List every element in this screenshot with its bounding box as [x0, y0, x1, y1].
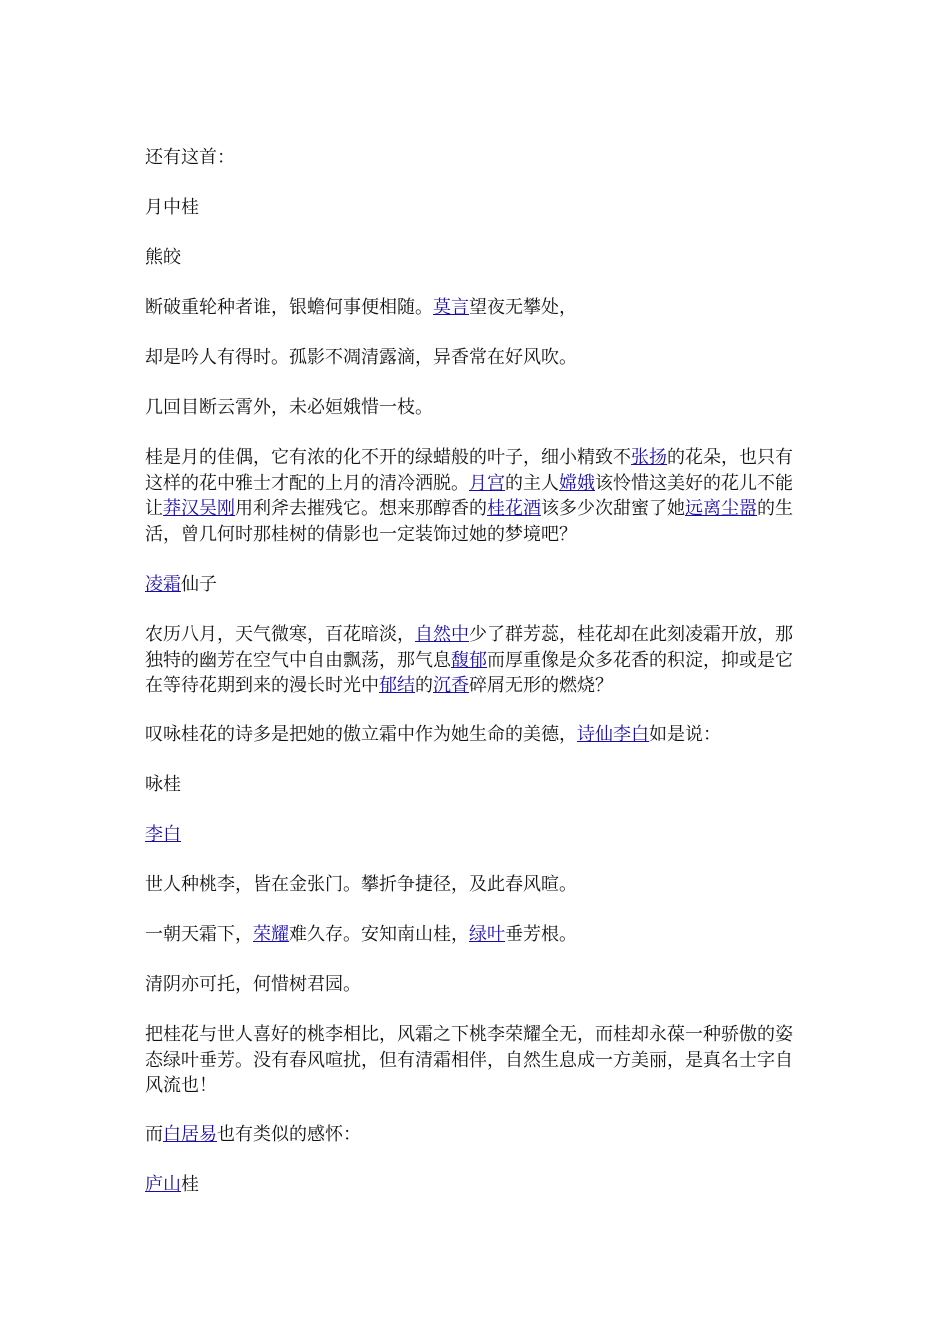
text-run: 该怜惜这美好的花儿不能让: [145, 472, 793, 519]
inline-link[interactable]: 远离尘嚣: [685, 498, 757, 519]
paragraph: [145, 445, 810, 547]
text-run: 的花朵，也只有这样的花中雅士才配的上月的清冷洒脱。: [145, 447, 793, 494]
paragraph: [145, 345, 810, 371]
text-run: 的生活，曾几何时那桂树的倩影也一定装饰过她的梦境吧？: [145, 498, 793, 545]
text-run: 还有这首：: [145, 147, 235, 168]
paragraph: [145, 395, 810, 421]
inline-link[interactable]: 桂花酒: [487, 498, 541, 519]
text-run: 少了群芳蕊，桂花却在此刻凌霜开放，那独特的幽芳在空气中自由飘荡，那气息: [145, 624, 793, 671]
paragraph: [145, 572, 810, 598]
text-run: 而: [145, 1124, 163, 1145]
text-run: 的主人: [505, 472, 559, 494]
inline-link[interactable]: 荣耀: [253, 924, 289, 945]
paragraph: [145, 245, 810, 271]
text-run: 桂是月的佳偶，它有浓的化不开的绿蜡般的叶子，细小精致不: [145, 447, 631, 468]
paragraph: [145, 622, 810, 699]
text-run: 世人种桃李，皆在金张门。攀折争捷径，及此春风暄。: [145, 874, 577, 895]
text-run: 如是说：: [649, 724, 721, 745]
text-run: 也有类似的感怀：: [217, 1124, 361, 1145]
inline-link[interactable]: 凌霜: [145, 574, 181, 595]
text-run: 该多少次甜蜜了她: [541, 498, 685, 519]
inline-link[interactable]: 李白: [145, 824, 181, 845]
paragraph: [145, 822, 810, 848]
inline-link[interactable]: 诗仙李白: [577, 724, 649, 745]
paragraph: [145, 145, 810, 171]
text-run: 咏桂: [145, 774, 181, 795]
text-run: 用利斧去摧残它。想来那醇香的: [235, 498, 487, 519]
text-run: 却是吟人有得时。孤影不凋清露滴，异香常在好风吹。: [145, 347, 577, 368]
inline-link[interactable]: 白居易: [163, 1124, 217, 1145]
text-run: 难久存。安知南山桂，: [289, 924, 469, 945]
text-run: 碎屑无形的燃烧？: [469, 675, 613, 696]
inline-link[interactable]: 绿叶: [469, 924, 505, 945]
inline-link[interactable]: 自然中: [415, 624, 469, 645]
text-run: 的: [415, 675, 433, 696]
paragraph: [145, 1122, 810, 1148]
paragraph: [145, 295, 810, 321]
text-run: 望夜无攀处，: [469, 297, 577, 318]
inline-link[interactable]: 莽汉吴刚: [163, 498, 235, 519]
text-run: 把桂花与世人喜好的桃李相比，风霜之下桃李荣耀全无，而桂却永葆一种骄傲的姿态绿叶垂芳。没有春风喧扰，但有清霜相伴，自然生息成一方美丽，是真名士字自风流也！: [145, 1024, 793, 1096]
text-run: 农历八月，天气微寒，百花暗淡，: [145, 624, 415, 645]
text-run: 桂: [181, 1174, 199, 1195]
paragraph: [145, 1022, 810, 1099]
paragraph: [145, 972, 810, 998]
inline-link[interactable]: 张扬: [631, 447, 667, 468]
text-run: 垂芳根。: [505, 924, 577, 945]
inline-link[interactable]: 莫言: [433, 297, 469, 318]
text-run: 清阴亦可托，何惜树君园。: [145, 974, 361, 995]
paragraph: [145, 722, 810, 748]
paragraph: [145, 872, 810, 898]
inline-link[interactable]: 沉香: [433, 675, 469, 696]
paragraph: [145, 772, 810, 798]
text-run: 断破重轮种者谁，银蟾何事便相随。: [145, 297, 433, 318]
inline-link[interactable]: 月宫: [469, 472, 505, 494]
paragraph: [145, 195, 810, 221]
inline-link[interactable]: 庐山: [145, 1174, 181, 1195]
inline-link[interactable]: 嫦娥: [559, 472, 595, 494]
text-run: 月中桂: [145, 197, 199, 218]
inline-link[interactable]: 馥郁: [451, 649, 487, 671]
inline-link[interactable]: 郁结: [379, 675, 415, 696]
paragraph: [145, 922, 810, 948]
text-run: 熊皎: [145, 247, 181, 268]
text-run: 而厚重像是众多花香的积淀，抑或是它在等待花期到来的漫长时光中: [145, 649, 793, 696]
text-run: 仙子: [181, 574, 217, 595]
text-run: 一朝天霜下，: [145, 924, 253, 945]
text-run: 叹咏桂花的诗多是把她的傲立霜中作为她生命的美德，: [145, 724, 577, 745]
text-run: 几回目断云霄外，未必姮娥惜一枝。: [145, 397, 433, 418]
paragraph: [145, 1172, 810, 1198]
